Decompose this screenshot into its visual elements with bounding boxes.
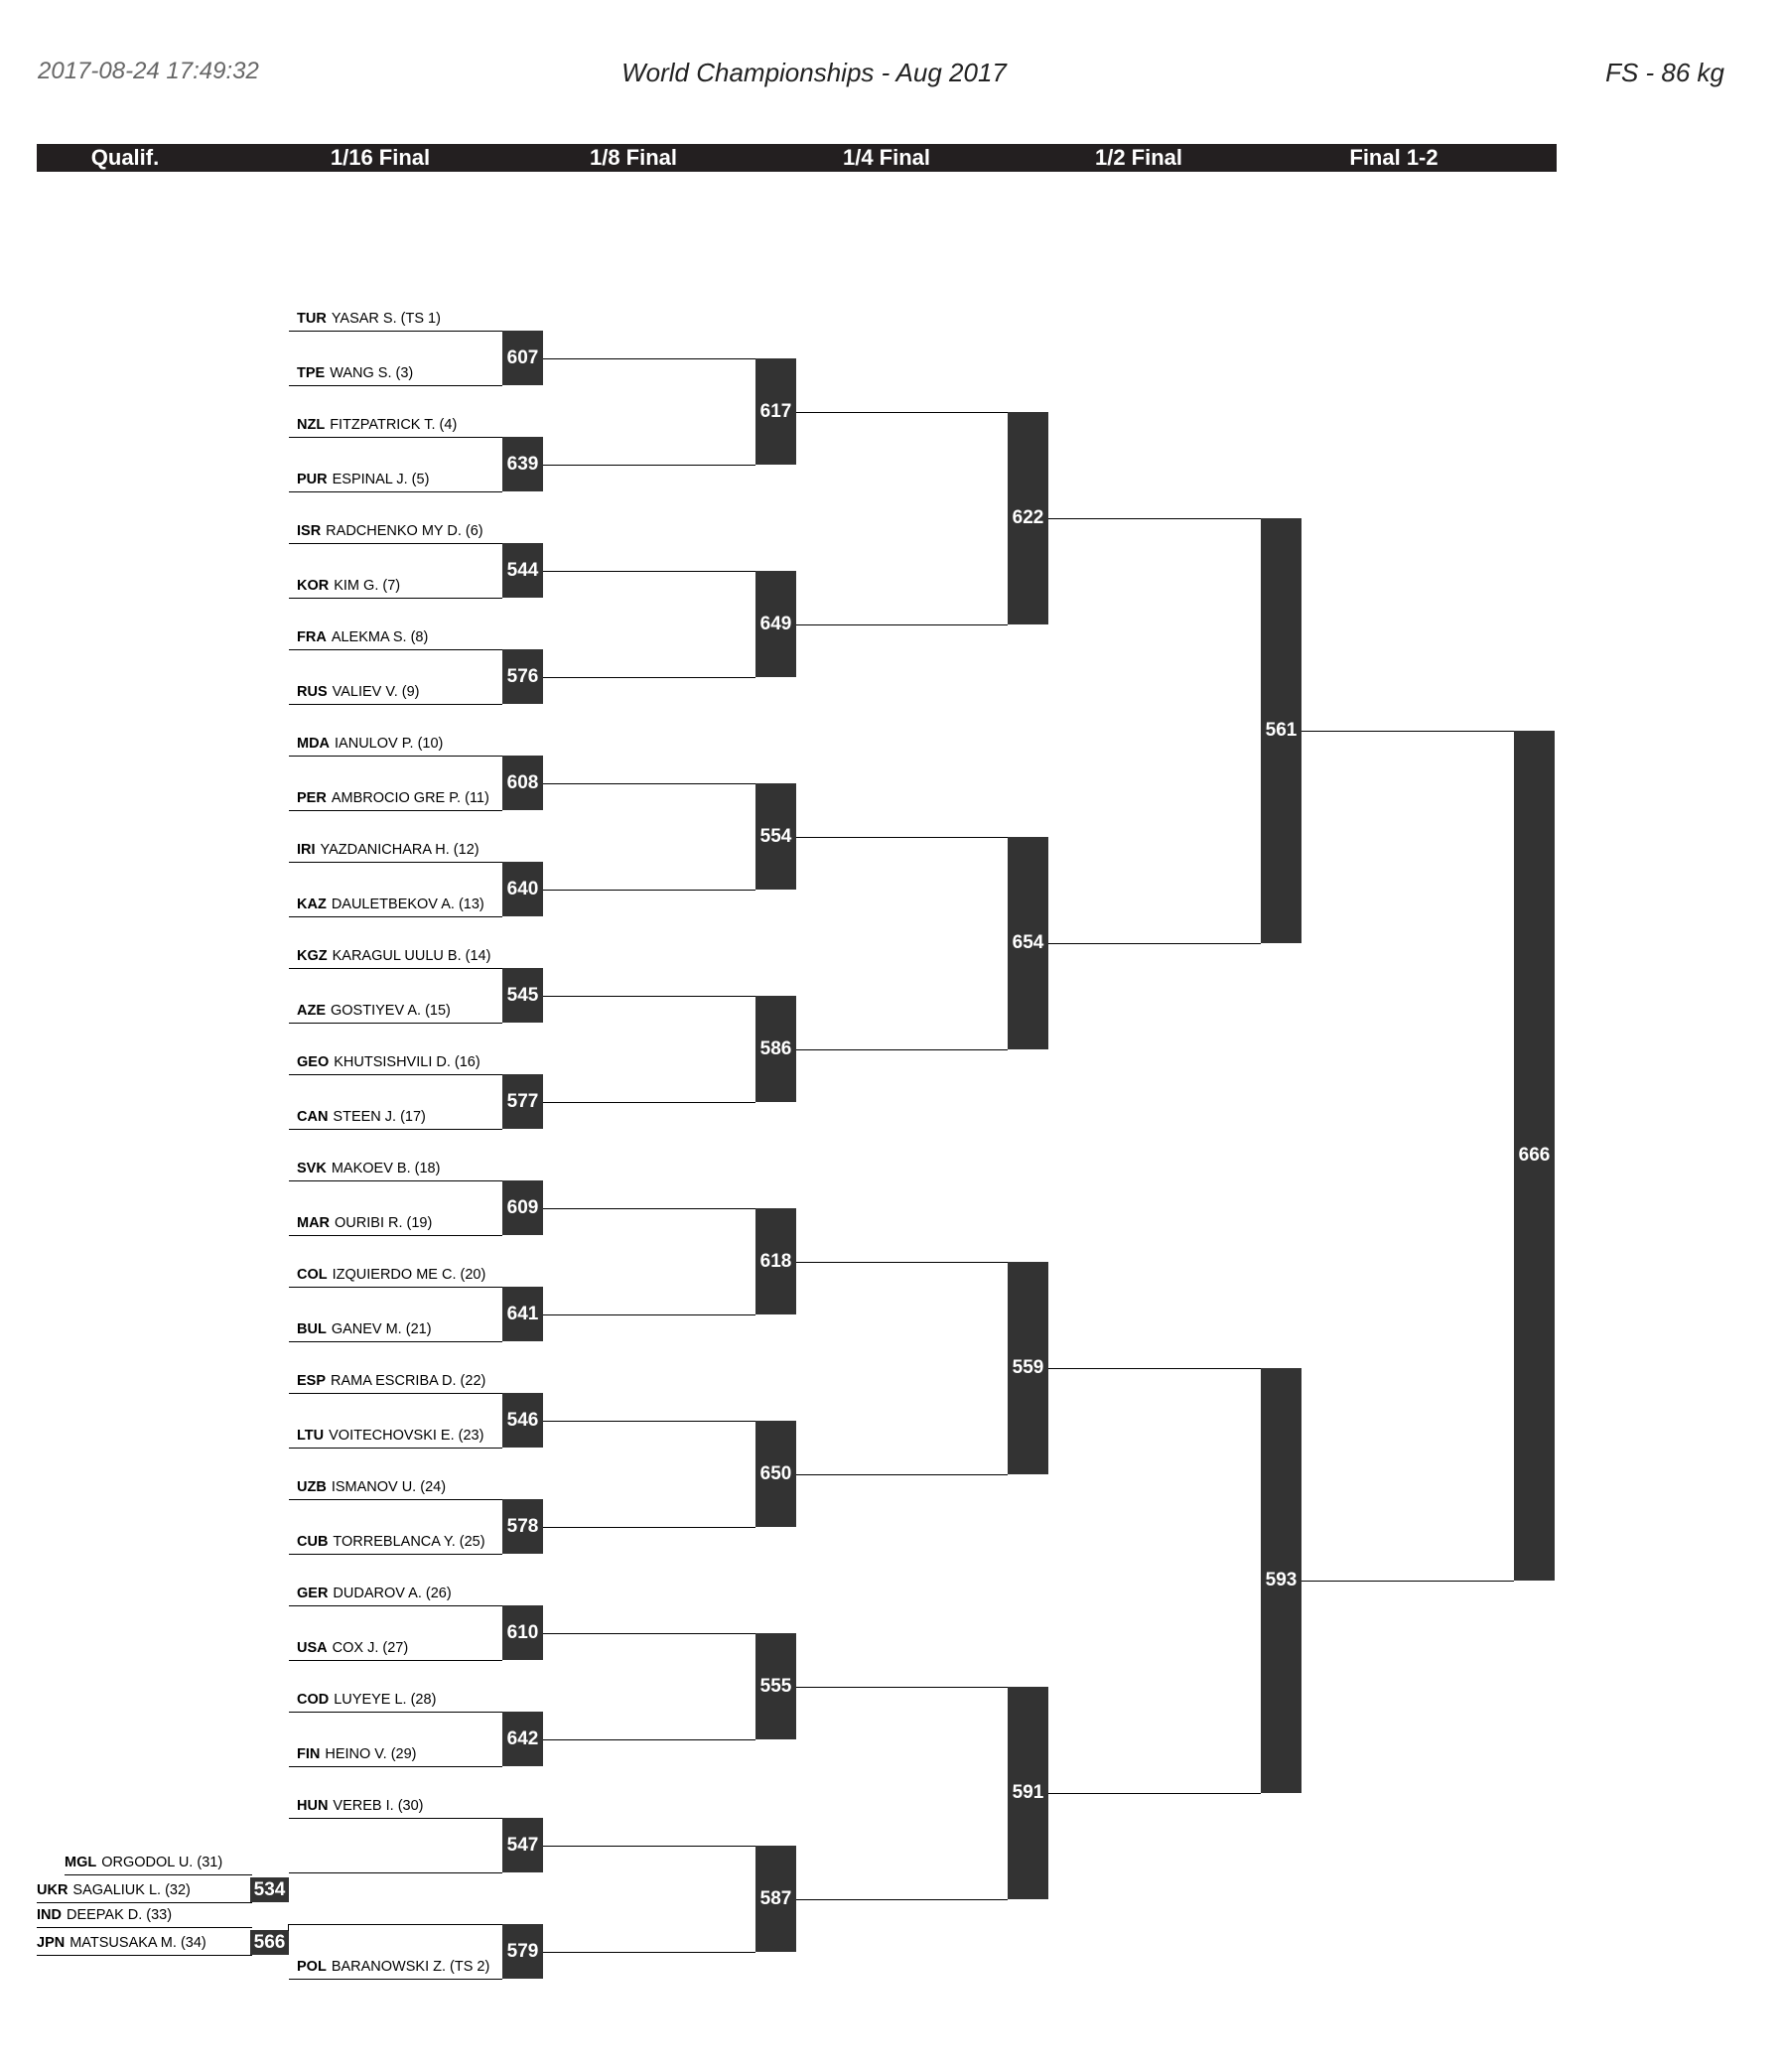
match-number: 546 xyxy=(506,1409,539,1431)
match-r32[interactable] xyxy=(502,1499,543,1554)
match-r32[interactable] xyxy=(502,649,543,704)
connector-line xyxy=(543,571,755,572)
athlete-entry xyxy=(297,578,400,594)
athlete-entry xyxy=(297,1321,432,1337)
match-number: 607 xyxy=(506,346,539,368)
match-number: 622 xyxy=(1012,507,1044,528)
rounds-header-bar xyxy=(37,144,1557,172)
country-code: BUL xyxy=(297,1321,327,1337)
match-r16[interactable] xyxy=(755,996,796,1102)
match-r32[interactable] xyxy=(502,756,543,810)
match-r32[interactable] xyxy=(502,437,543,491)
connector-line xyxy=(1048,943,1261,944)
country-code: HUN xyxy=(297,1798,329,1814)
athlete-entry xyxy=(297,629,428,645)
athlete-entry xyxy=(297,1215,432,1231)
country-code: CAN xyxy=(297,1109,329,1125)
athlete-slot xyxy=(289,947,502,969)
match-number: 609 xyxy=(506,1196,539,1218)
match-r16[interactable] xyxy=(755,783,796,890)
athlete-entry xyxy=(297,1692,436,1708)
connector-line xyxy=(796,1049,1008,1050)
connector-line xyxy=(543,465,755,466)
athlete-entry xyxy=(297,736,443,752)
athlete-name: ALEKMA S. (8) xyxy=(331,629,429,645)
athlete-slot xyxy=(289,1639,502,1661)
country-code: MDA xyxy=(297,736,331,752)
connector-line xyxy=(796,1899,1008,1900)
connector-line xyxy=(1048,518,1261,519)
athlete-name: ESPINAL J. (5) xyxy=(332,472,430,487)
athlete-slot xyxy=(289,1797,502,1819)
connector-line xyxy=(543,1633,755,1634)
connector-line xyxy=(1302,1581,1514,1582)
match-number: 587 xyxy=(759,1887,792,1909)
match-number: 566 xyxy=(253,1931,286,1953)
match-number: 578 xyxy=(506,1515,539,1537)
match-r32[interactable] xyxy=(502,331,543,385)
athlete-name: KHUTSISHVILI D. (16) xyxy=(334,1054,480,1070)
athlete-entry xyxy=(297,790,489,806)
match-qf[interactable] xyxy=(1008,837,1048,1049)
match-number: 617 xyxy=(759,400,792,422)
athlete-slot xyxy=(289,789,502,811)
athlete-slot xyxy=(289,1160,502,1181)
athlete-name: RADCHENKO MY D. (6) xyxy=(326,523,483,539)
country-code: USA xyxy=(297,1640,328,1656)
connector-line xyxy=(543,677,755,678)
country-code: KOR xyxy=(297,578,330,594)
match-number: 608 xyxy=(506,771,539,793)
country-code: IRI xyxy=(297,842,316,858)
weight-category: FS - 86 kg xyxy=(1605,58,1724,87)
athlete-name: YASAR S. (TS 1) xyxy=(331,311,441,327)
connector-line xyxy=(543,1846,755,1847)
athlete-slot xyxy=(289,1585,502,1606)
athlete-entry xyxy=(65,1855,222,1870)
country-code: RUS xyxy=(297,684,328,700)
athlete-name: GANEV M. (21) xyxy=(331,1321,432,1337)
athlete-name: VALIEV V. (9) xyxy=(332,684,420,700)
match-qf[interactable] xyxy=(1008,412,1048,624)
country-code: COL xyxy=(297,1267,328,1283)
athlete-slot xyxy=(65,1854,252,1875)
country-code: TPE xyxy=(297,365,326,381)
athlete-entry xyxy=(297,684,419,700)
athlete-slot xyxy=(289,364,502,386)
match-number: 649 xyxy=(759,613,792,634)
connector-line xyxy=(1302,731,1514,732)
athlete-entry xyxy=(297,1534,485,1550)
match-number: 593 xyxy=(1265,1570,1298,1590)
match-r32[interactable] xyxy=(502,1712,543,1766)
athlete-slot xyxy=(289,735,502,757)
country-code: MAR xyxy=(297,1215,331,1231)
match-r32[interactable] xyxy=(502,1605,543,1660)
match-number: 547 xyxy=(506,1834,539,1856)
match-r16[interactable] xyxy=(755,1208,796,1314)
athlete-name: BARANOWSKI Z. (TS 2) xyxy=(331,1959,490,1975)
athlete-name: DUDAROV A. (26) xyxy=(333,1586,452,1601)
athlete-name: MAKOEV B. (18) xyxy=(331,1161,441,1176)
match-number: 586 xyxy=(759,1037,792,1059)
athlete-slot xyxy=(289,1053,502,1075)
athlete-slot xyxy=(289,1427,502,1449)
athlete-slot xyxy=(289,471,502,492)
match-number: 654 xyxy=(1012,932,1044,953)
athlete-slot xyxy=(289,1958,502,1980)
athlete-slot xyxy=(37,1934,252,1956)
connector-line xyxy=(543,1739,755,1740)
match-number: 544 xyxy=(506,559,539,581)
athlete-entry xyxy=(297,897,484,912)
athlete-entry xyxy=(297,1054,480,1070)
country-code: FIN xyxy=(297,1746,321,1762)
athlete-entry xyxy=(297,1161,440,1176)
connector-line xyxy=(543,783,755,784)
athlete-name: IZQUIERDO ME C. (20) xyxy=(332,1267,486,1283)
athlete-name: WANG S. (3) xyxy=(330,365,414,381)
country-code: TUR xyxy=(297,311,327,327)
event-title: World Championships - Aug 2017 xyxy=(621,58,1007,87)
athlete-name: FITZPATRICK T. (4) xyxy=(330,417,458,433)
athlete-name: MATSUSAKA M. (34) xyxy=(69,1935,206,1951)
country-code: ISR xyxy=(297,523,322,539)
athlete-slot xyxy=(289,841,502,863)
athlete-name: YAZDANICHARA H. (12) xyxy=(320,842,480,858)
athlete-name: KIM G. (7) xyxy=(334,578,401,594)
athlete-name: VOITECHOVSKI E. (23) xyxy=(329,1428,484,1444)
athlete-name: COX J. (27) xyxy=(332,1640,409,1656)
athlete-name: STEEN J. (17) xyxy=(333,1109,426,1125)
match-number: 579 xyxy=(506,1940,539,1962)
athlete-slot xyxy=(289,1691,502,1713)
country-code: GEO xyxy=(297,1054,330,1070)
connector-line xyxy=(796,412,1008,413)
athlete-name: DEEPAK D. (33) xyxy=(66,1907,173,1923)
athlete-name: AMBROCIO GRE P. (11) xyxy=(331,790,489,806)
athlete-entry xyxy=(297,311,441,327)
match-qf[interactable] xyxy=(1008,1687,1048,1899)
connector-line xyxy=(543,1421,755,1422)
match-r32[interactable] xyxy=(502,862,543,916)
athlete-entry xyxy=(297,1586,452,1601)
athlete-slot xyxy=(289,577,502,599)
connector-line xyxy=(543,1952,755,1953)
athlete-name: GOSTIYEV A. (15) xyxy=(331,1003,451,1019)
match-sf[interactable] xyxy=(1261,518,1302,943)
match-number: 610 xyxy=(506,1621,539,1643)
athlete-name: VEREB I. (30) xyxy=(333,1798,424,1814)
athlete-name: HEINO V. (29) xyxy=(325,1746,417,1762)
connector-line xyxy=(289,1872,502,1873)
match-number: 591 xyxy=(1012,1782,1044,1803)
athlete-name: IANULOV P. (10) xyxy=(335,736,444,752)
athlete-slot xyxy=(289,1214,502,1236)
country-code: UKR xyxy=(37,1882,68,1898)
athlete-name: DAULETBEKOV A. (13) xyxy=(331,897,484,912)
match-r32[interactable] xyxy=(502,968,543,1023)
country-code: PER xyxy=(297,790,327,806)
athlete-slot xyxy=(289,1745,502,1767)
athlete-entry xyxy=(297,842,480,858)
country-code: JPN xyxy=(37,1935,66,1951)
connector-line xyxy=(796,624,1008,625)
match-r32[interactable] xyxy=(502,1074,543,1129)
match-r16[interactable] xyxy=(755,1633,796,1739)
connector-line xyxy=(1048,1368,1261,1369)
athlete-slot xyxy=(37,1906,252,1928)
athlete-slot xyxy=(289,1002,502,1024)
round-label: 1/8 Final xyxy=(589,145,678,170)
athlete-name: TORREBLANCA Y. (25) xyxy=(333,1534,485,1550)
athlete-slot xyxy=(289,1108,502,1130)
connector-line xyxy=(796,1474,1008,1475)
athlete-entry xyxy=(297,948,490,964)
athlete-entry xyxy=(297,1003,451,1019)
connector-line xyxy=(1048,1793,1261,1794)
athlete-slot xyxy=(289,1266,502,1288)
round-label: 1/16 Final xyxy=(330,145,431,170)
athlete-name: ORGODOL U. (31) xyxy=(101,1855,223,1870)
country-code: PUR xyxy=(297,472,328,487)
country-code: POL xyxy=(297,1959,327,1975)
country-code: FRA xyxy=(297,629,327,645)
connector-line xyxy=(796,1262,1008,1263)
country-code: LTU xyxy=(297,1428,325,1444)
connector-line xyxy=(543,996,755,997)
connector-line xyxy=(288,1924,289,1931)
match-number: 642 xyxy=(506,1727,539,1749)
athlete-slot xyxy=(289,1478,502,1500)
athlete-slot xyxy=(289,896,502,917)
athlete-slot xyxy=(289,628,502,650)
match-qf[interactable] xyxy=(1008,1262,1048,1474)
match-r16[interactable] xyxy=(755,1421,796,1527)
athlete-name: RAMA ESCRIBA D. (22) xyxy=(331,1373,486,1389)
match-r32[interactable] xyxy=(502,1818,543,1872)
connector-line xyxy=(543,1102,755,1103)
country-code: ESP xyxy=(297,1373,327,1389)
match-number: 577 xyxy=(506,1090,539,1112)
match-number: 561 xyxy=(1265,720,1298,741)
athlete-entry xyxy=(297,1798,423,1814)
print-timestamp: 2017-08-24 17:49:32 xyxy=(38,58,259,84)
athlete-entry xyxy=(297,417,457,433)
round-label: 1/2 Final xyxy=(1094,145,1183,170)
athlete-entry xyxy=(37,1882,191,1898)
athlete-name: SAGALIUK L. (32) xyxy=(72,1882,191,1898)
country-code: KGZ xyxy=(297,948,328,964)
round-label: Qualif. xyxy=(90,145,160,170)
match-r16[interactable] xyxy=(755,1846,796,1952)
match-r32[interactable] xyxy=(502,1924,543,1979)
athlete-entry xyxy=(297,1640,408,1656)
athlete-entry xyxy=(297,1746,417,1762)
match-number: 555 xyxy=(759,1675,792,1697)
athlete-slot xyxy=(289,310,502,332)
connector-line xyxy=(543,1208,755,1209)
match-number: 650 xyxy=(759,1462,792,1484)
match-number: 545 xyxy=(506,984,539,1006)
athlete-entry xyxy=(297,1479,446,1495)
match-r32[interactable] xyxy=(502,1393,543,1448)
athlete-entry xyxy=(37,1935,206,1951)
connector-line xyxy=(796,1687,1008,1688)
athlete-entry xyxy=(297,1428,483,1444)
country-code: SVK xyxy=(297,1161,327,1176)
athlete-name: KARAGUL UULU B. (14) xyxy=(332,948,491,964)
connector-line xyxy=(796,837,1008,838)
connector-line xyxy=(543,1314,755,1315)
country-code: AZE xyxy=(297,1003,326,1019)
match-number: 576 xyxy=(506,665,539,687)
country-code: CUB xyxy=(297,1534,329,1550)
match-r32[interactable] xyxy=(502,543,543,598)
connector-line xyxy=(289,1924,502,1925)
match-number: 534 xyxy=(253,1878,286,1900)
athlete-entry xyxy=(297,365,413,381)
country-code: KAZ xyxy=(297,897,327,912)
connector-line xyxy=(543,890,755,891)
match-number: 640 xyxy=(506,878,539,899)
round-label: 1/4 Final xyxy=(842,145,931,170)
athlete-slot xyxy=(37,1881,252,1903)
match-sf[interactable] xyxy=(1261,1368,1302,1793)
athlete-entry xyxy=(297,523,483,539)
athlete-entry xyxy=(297,1959,489,1975)
match-r32[interactable] xyxy=(502,1287,543,1341)
match-qualif[interactable] xyxy=(250,1930,289,1955)
country-code: IND xyxy=(37,1907,62,1923)
athlete-entry xyxy=(297,1109,426,1125)
athlete-entry xyxy=(297,1373,485,1389)
round-label: Final 1-2 xyxy=(1349,145,1438,170)
athlete-slot xyxy=(289,416,502,438)
athlete-entry xyxy=(297,1267,485,1283)
connector-line xyxy=(543,358,755,359)
match-number: 554 xyxy=(759,825,792,847)
match-number: 639 xyxy=(506,453,539,475)
match-number: 641 xyxy=(506,1303,539,1324)
athlete-slot xyxy=(289,1533,502,1555)
match-number: 618 xyxy=(759,1250,792,1272)
match-number: 666 xyxy=(1518,1145,1551,1166)
country-code: GER xyxy=(297,1586,329,1601)
country-code: NZL xyxy=(297,417,326,433)
connector-line xyxy=(543,1527,755,1528)
country-code: UZB xyxy=(297,1479,327,1495)
athlete-name: ISMANOV U. (24) xyxy=(331,1479,447,1495)
match-r16[interactable] xyxy=(755,358,796,465)
athlete-name: LUYEYE L. (28) xyxy=(334,1692,437,1708)
athlete-entry xyxy=(37,1907,172,1923)
match-qualif[interactable] xyxy=(250,1877,289,1902)
match-number: 559 xyxy=(1012,1357,1044,1378)
athlete-slot xyxy=(289,1320,502,1342)
country-code: MGL xyxy=(65,1855,97,1870)
athlete-slot xyxy=(289,683,502,705)
athlete-entry xyxy=(297,472,429,487)
match-final[interactable] xyxy=(1514,731,1555,1581)
match-r32[interactable] xyxy=(502,1180,543,1235)
country-code: COD xyxy=(297,1692,330,1708)
match-r16[interactable] xyxy=(755,571,796,677)
athlete-name: OURIBI R. (19) xyxy=(335,1215,433,1231)
athlete-slot xyxy=(289,522,502,544)
athlete-slot xyxy=(289,1372,502,1394)
